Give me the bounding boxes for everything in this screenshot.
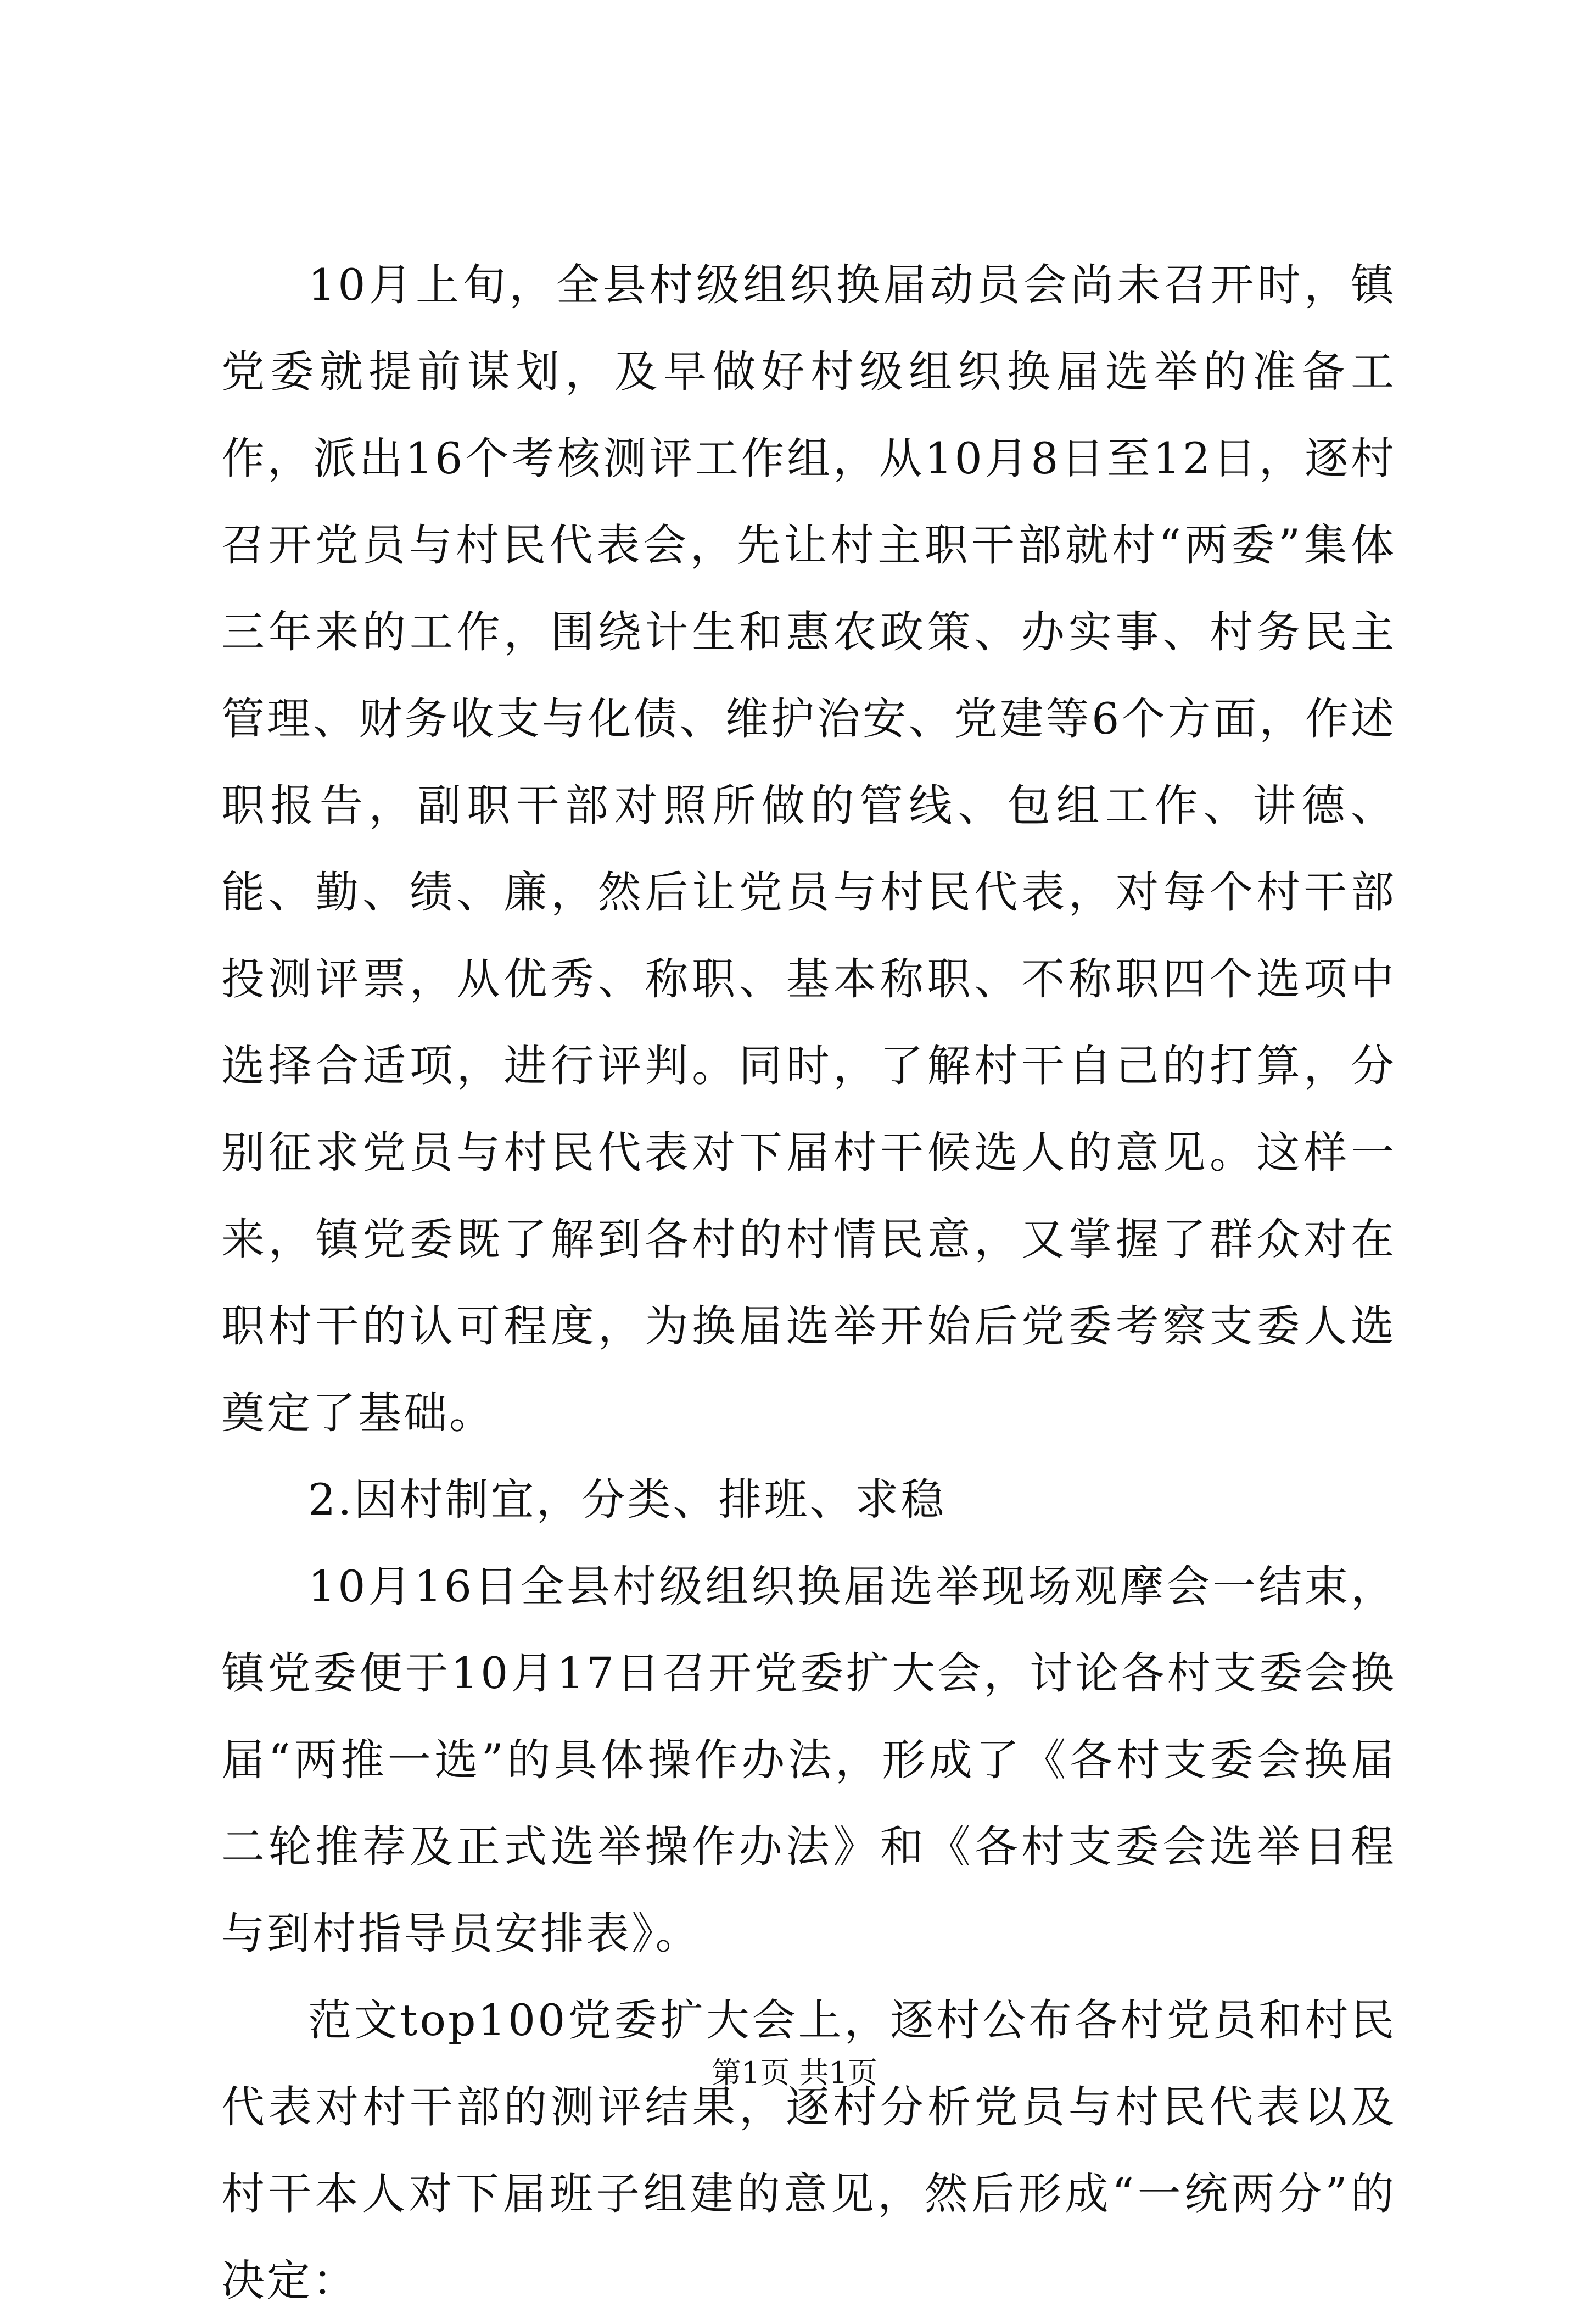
section-heading: 2.因村制宜，分类、排班、求稳	[308, 1474, 947, 1525]
page-footer: 第1页 共1页	[712, 2055, 877, 2090]
document-body	[221, 242, 1396, 2324]
paragraph-2: 10月16日全县村级组织换届选举现场观摩会一结束，镇党委便于10月17日召开党委扩大会，讨论各村支委会换届“两推一选”的具体操作办法，形成了《各村支委会换届二轮推荐及正式选举操作办法》和《各村支委会选举日程与到村指导员安排表》。	[221, 1561, 1396, 1959]
paragraph-3: 范文top100党委扩大会上，逐村公布各村党员和村民代表对村干部的测评结果，逐村分析党员与村民代表以及村干本人对下届班子组建的意见，然后形成“一统两分”的决定：	[221, 1995, 1396, 2306]
paragraph-1: 10月上旬，全县村级组织换届动员会尚未召开时，镇党委就提前谋划，及早做好村级组织换届选举的准备工作，派出16个考核测评工作组，从10月8日至12日，逐村召开党员与村民代表会，先让村主职干部就村“两委”集体三年来的工作，围绕计生和惠农政策、办实事、村务民主管理、财务收支与化债、维护治安、党建等6个方面，作述职报告，副职干部对照所做的管线、包组工作、讲德、能、勤、绩、廉，然后让党员与村民代表，对每个村干部投测评票，从优秀、称职、基本称职、不称职四个选项中选择合适项，进行评判。同时，了解村干自己的打算，分别征求党员与村民代表对下届村干候选人的意见。这样一来，镇党委既了解到各村的村情民意，又掌握了群众对在职村干的认可程度，为换届选举开始后党委考察支委人选奠定了基础。	[221, 260, 1396, 1438]
